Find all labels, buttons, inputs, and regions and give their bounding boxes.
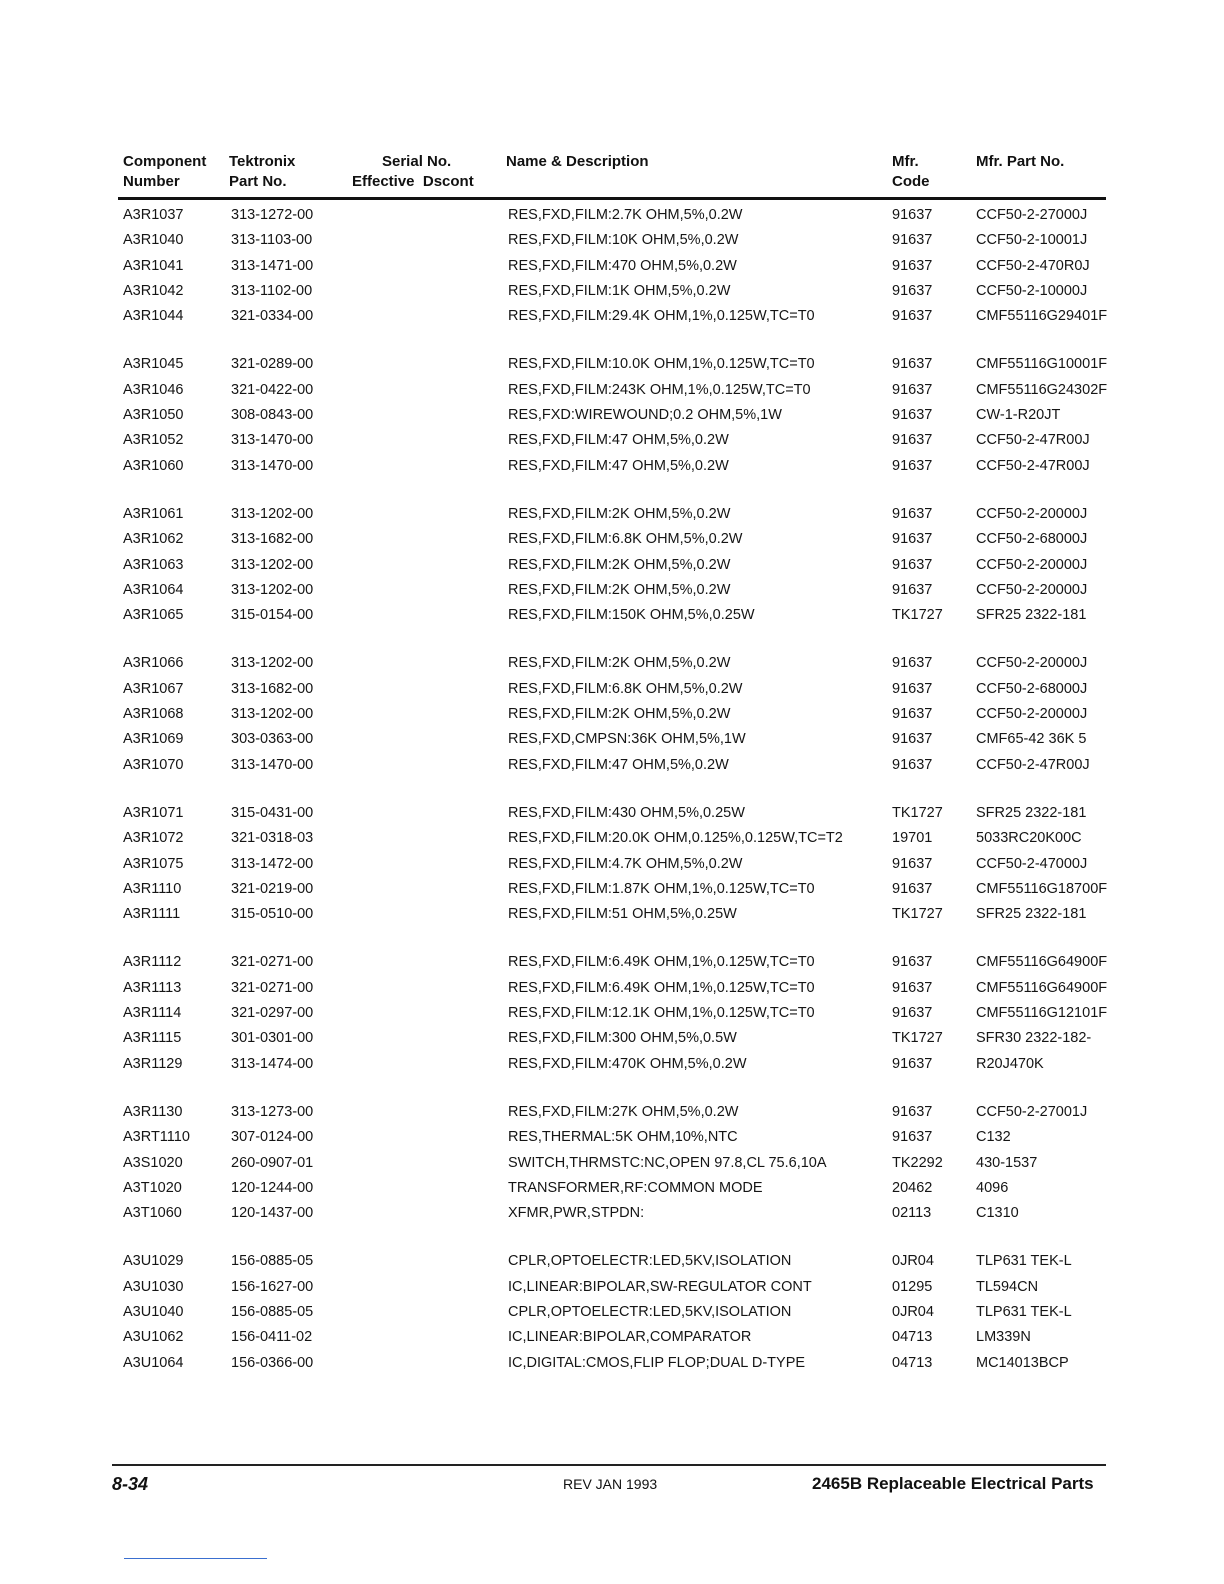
- component-number: A3R1115: [123, 1030, 182, 1047]
- name-description: XFMR,PWR,STPDN:: [508, 1205, 645, 1222]
- table-row: [118, 1249, 1108, 1274]
- mfr-code: 0JR04: [892, 1303, 934, 1320]
- tektronix-part-no: 313-1682-00: [231, 531, 314, 548]
- tektronix-part-no: 303-0363-00: [231, 731, 314, 748]
- revision-date: REV JAN 1993: [563, 1476, 658, 1492]
- mfr-part-no: CCF50-2-20000J: [976, 505, 1088, 522]
- name-description: CPLR,OPTOELECTR:LED,5KV,ISOLATION: [508, 1253, 792, 1270]
- component-number: A3R1110: [123, 880, 182, 897]
- mfr-part-no: SFR30 2322-182-: [976, 1030, 1092, 1047]
- name-description: CPLR,OPTOELECTR:LED,5KV,ISOLATION: [508, 1303, 792, 1320]
- table-row: [118, 454, 1108, 479]
- name-description: RES,FXD,CMPSN:36K OHM,5%,1W: [508, 731, 746, 748]
- header-serial-line2: Effective Dscont: [352, 173, 474, 190]
- name-description: RES,FXD,FILM:4.7K OHM,5%,0.2W: [508, 855, 743, 872]
- component-number: A3R1067: [123, 680, 184, 697]
- table-row: [118, 553, 1108, 578]
- table-row: [118, 1026, 1108, 1051]
- name-description: RES,FXD,FILM:2K OHM,5%,0.2W: [508, 556, 731, 573]
- mfr-part-no: CCF50-2-10001J: [976, 232, 1088, 249]
- component-number: A3R1037: [123, 207, 184, 223]
- table-row: [118, 1275, 1108, 1300]
- mfr-part-no: CMF55116G24302F: [976, 381, 1108, 398]
- tektronix-part-no: 313-1471-00: [231, 257, 314, 274]
- table-row: [118, 1201, 1108, 1226]
- component-number: A3U1062: [123, 1329, 184, 1346]
- table-row: [118, 403, 1108, 428]
- tektronix-part-no: 156-0885-05: [231, 1303, 314, 1320]
- parts-group: [118, 502, 1108, 628]
- mfr-code: 91637: [892, 505, 933, 522]
- mfr-part-no: CCF50-2-47R00J: [976, 457, 1090, 474]
- table-row: [118, 902, 1108, 927]
- mfr-code: 91637: [892, 1129, 933, 1146]
- mfr-part-no: SFR25 2322-181: [976, 804, 1087, 821]
- mfr-part-no: CCF50-2-10000J: [976, 282, 1088, 299]
- component-number: A3R1129: [123, 1055, 183, 1072]
- mfr-code: 91637: [892, 756, 933, 773]
- component-number: A3R1045: [123, 356, 184, 373]
- mfr-part-no: CCF50-2-20000J: [976, 655, 1088, 672]
- scan-artifact-line: [124, 1558, 267, 1559]
- parts-group: [118, 352, 1108, 478]
- name-description: RES,FXD,FILM:51 OHM,5%,0.25W: [508, 906, 737, 923]
- name-description: RES,FXD,FILM:430 OHM,5%,0.25W: [508, 804, 745, 821]
- tektronix-part-no: 321-0219-00: [231, 880, 314, 897]
- mfr-part-no: C1310: [976, 1205, 1019, 1222]
- mfr-code: 91637: [892, 954, 933, 971]
- table-row: [118, 1001, 1108, 1026]
- mfr-part-no: SFR25 2322-181: [976, 906, 1087, 923]
- mfr-code: 0JR04: [892, 1253, 934, 1270]
- component-number: A3R1060: [123, 457, 184, 474]
- name-description: RES,FXD,FILM:6.49K OHM,1%,0.125W,TC=T0: [508, 979, 815, 996]
- name-description: RES,FXD,FILM:6.8K OHM,5%,0.2W: [508, 531, 743, 548]
- mfr-part-no: CCF50-2-470R0J: [976, 257, 1090, 274]
- mfr-part-no: CMF55116G10001F: [976, 356, 1108, 373]
- tektronix-part-no: 120-1437-00: [231, 1205, 314, 1222]
- name-description: RES,FXD,FILM:470 OHM,5%,0.2W: [508, 257, 737, 274]
- mfr-code: 91637: [892, 1055, 933, 1072]
- table-row: [118, 1325, 1108, 1350]
- component-number: A3R1113: [123, 979, 182, 996]
- tektronix-part-no: 313-1472-00: [231, 855, 314, 872]
- table-row: [118, 228, 1108, 253]
- header-name-description: [506, 152, 649, 172]
- mfr-code: 01295: [892, 1278, 933, 1295]
- name-description: RES,FXD,FILM:20.0K OHM,0.125%,0.125W,TC=T2: [508, 830, 843, 847]
- component-number: A3R1130: [123, 1103, 183, 1120]
- table-row: [118, 1125, 1108, 1150]
- component-number: A3R1070: [123, 756, 184, 773]
- table-row: [118, 502, 1108, 527]
- table-row: [118, 801, 1108, 826]
- mfr-part-no: CCF50-2-68000J: [976, 680, 1088, 697]
- component-number: A3R1114: [123, 1005, 182, 1022]
- name-description: IC,DIGITAL:CMOS,FLIP FLOP;DUAL D-TYPE: [508, 1354, 806, 1371]
- component-number: A3U1029: [123, 1253, 184, 1270]
- tektronix-part-no: 313-1273-00: [231, 1103, 314, 1120]
- mfr-code: 91637: [892, 655, 933, 672]
- mfr-code: 91637: [892, 232, 933, 249]
- mfr-code: 91637: [892, 581, 933, 598]
- header-mfr-line2: Code: [892, 173, 930, 190]
- mfr-part-no: CMF55116G64900F: [976, 954, 1108, 971]
- mfr-code: 91637: [892, 680, 933, 697]
- name-description: RES,FXD,FILM:10K OHM,5%,0.2W: [508, 232, 739, 249]
- component-number: A3R1068: [123, 706, 184, 723]
- page-number: 8-34: [112, 1474, 149, 1494]
- component-number: A3R1072: [123, 830, 184, 847]
- mfr-code: 20462: [892, 1179, 933, 1196]
- table-row: [118, 1176, 1108, 1201]
- tektronix-part-no: 313-1474-00: [231, 1055, 314, 1072]
- tektronix-part-no: 313-1102-00: [231, 282, 313, 299]
- name-description: RES,FXD,FILM:12.1K OHM,1%,0.125W,TC=T0: [508, 1005, 815, 1022]
- name-description: RES,FXD,FILM:2K OHM,5%,0.2W: [508, 706, 731, 723]
- tektronix-part-no: 313-1202-00: [231, 655, 314, 672]
- component-number: A3R1061: [123, 505, 184, 522]
- table-row: [118, 702, 1108, 727]
- mfr-code: 91637: [892, 432, 933, 449]
- table-row: [118, 304, 1108, 329]
- tektronix-part-no: 260-0907-01: [231, 1154, 314, 1171]
- header-serial-no: [352, 152, 474, 192]
- tektronix-part-no: 321-0334-00: [231, 308, 314, 325]
- name-description: RES,FXD,FILM:29.4K OHM,1%,0.125W,TC=T0: [508, 308, 815, 325]
- tektronix-part-no: 156-0885-05: [231, 1253, 314, 1270]
- mfr-code: 91637: [892, 531, 933, 548]
- name-description: RES,FXD,FILM:47 OHM,5%,0.2W: [508, 756, 729, 773]
- mfr-code: 04713: [892, 1354, 933, 1371]
- name-description: RES,FXD,FILM:6.8K OHM,5%,0.2W: [508, 680, 743, 697]
- tektronix-part-no: 321-0289-00: [231, 356, 314, 373]
- tektronix-part-no: 313-1202-00: [231, 505, 314, 522]
- mfr-part-no: CCF50-2-27001J: [976, 1103, 1088, 1120]
- mfr-part-no: R20J470K: [976, 1055, 1044, 1072]
- mfr-part-no: C132: [976, 1129, 1011, 1146]
- header-serial-line1: Serial No.: [382, 153, 452, 170]
- parts-table: [118, 203, 1108, 1399]
- mfr-code: 02113: [892, 1205, 932, 1222]
- table-row: [118, 378, 1108, 403]
- header-mfr-line1: Mfr.: [892, 153, 919, 170]
- mfr-code: 91637: [892, 556, 933, 573]
- tektronix-part-no: 313-1470-00: [231, 432, 314, 449]
- tektronix-part-no: 307-0124-00: [231, 1129, 314, 1146]
- parts-group: [118, 1100, 1108, 1226]
- tektronix-part-no: 313-1272-00: [231, 207, 314, 223]
- mfr-part-no: CMF55116G29401F: [976, 308, 1108, 325]
- table-row: [118, 352, 1108, 377]
- table-row: [118, 1100, 1108, 1125]
- table-row: [118, 677, 1108, 702]
- header-tektronix-line2: Part No.: [229, 173, 287, 190]
- name-description: SWITCH,THRMSTC:NC,OPEN 97.8,CL 75.6,10A: [508, 1154, 827, 1171]
- mfr-part-no: MC14013BCP: [976, 1354, 1069, 1371]
- tektronix-part-no: 315-0431-00: [231, 804, 314, 821]
- mfr-code: 91637: [892, 1103, 933, 1120]
- name-description: RES,FXD,FILM:2K OHM,5%,0.2W: [508, 655, 731, 672]
- table-row: [118, 428, 1108, 453]
- name-description: RES,FXD,FILM:47 OHM,5%,0.2W: [508, 457, 729, 474]
- header-mfr-code: [892, 152, 930, 192]
- name-description: RES,FXD,FILM:2.7K OHM,5%,0.2W: [508, 207, 743, 223]
- mfr-part-no: CW-1-R20JT: [976, 407, 1061, 424]
- name-description: RES,FXD,FILM:300 OHM,5%,0.5W: [508, 1030, 737, 1047]
- name-description: RES,FXD,FILM:27K OHM,5%,0.2W: [508, 1103, 739, 1120]
- mfr-code: 91637: [892, 731, 933, 748]
- name-description: RES,FXD,FILM:10.0K OHM,1%,0.125W,TC=T0: [508, 356, 815, 373]
- component-number: A3T1060: [123, 1205, 182, 1222]
- table-row: [118, 1300, 1108, 1325]
- name-description: RES,FXD,FILM:6.49K OHM,1%,0.125W,TC=T0: [508, 954, 815, 971]
- table-row: [118, 1151, 1108, 1176]
- table-row: [118, 727, 1108, 752]
- mfr-part-no: CCF50-2-20000J: [976, 556, 1088, 573]
- mfr-part-no: TL594CN: [976, 1278, 1039, 1295]
- component-number: A3R1042: [123, 282, 184, 299]
- mfr-code: 19701: [892, 830, 933, 847]
- footer-divider: [112, 1464, 1106, 1466]
- mfr-code: 91637: [892, 407, 933, 424]
- parts-group: [118, 651, 1108, 777]
- mfr-part-no: CCF50-2-68000J: [976, 531, 1088, 548]
- name-description: RES,THERMAL:5K OHM,10%,NTC: [508, 1129, 738, 1146]
- tektronix-part-no: 313-1202-00: [231, 706, 314, 723]
- component-number: A3R1075: [123, 855, 184, 872]
- component-number: A3R1071: [123, 804, 184, 821]
- component-number: A3R1050: [123, 407, 184, 424]
- table-row: [118, 852, 1108, 877]
- mfr-part-no: CCF50-2-47000J: [976, 855, 1088, 872]
- mfr-part-no: CCF50-2-27000J: [976, 207, 1088, 223]
- mfr-code: 91637: [892, 1005, 933, 1022]
- component-number: A3S1020: [123, 1154, 183, 1171]
- mfr-part-no: CMF65-42 36K 5: [976, 731, 1087, 748]
- table-row: [118, 254, 1108, 279]
- name-description: RES,FXD,FILM:1K OHM,5%,0.2W: [508, 282, 731, 299]
- tektronix-part-no: 321-0271-00: [231, 979, 314, 996]
- table-row: [118, 950, 1108, 975]
- table-row: [118, 877, 1108, 902]
- mfr-part-no: CMF55116G64900F: [976, 979, 1108, 996]
- name-description: RES,FXD,FILM:470K OHM,5%,0.2W: [508, 1055, 747, 1072]
- mfr-code: 04713: [892, 1329, 933, 1346]
- mfr-code: TK1727: [892, 607, 943, 624]
- mfr-code: TK2292: [892, 1154, 943, 1171]
- component-number: A3R1062: [123, 531, 184, 548]
- parts-group: [118, 950, 1108, 1076]
- mfr-part-no: CCF50-2-47R00J: [976, 756, 1090, 773]
- parts-group: [118, 203, 1108, 329]
- name-description: RES,FXD:WIREWOUND;0.2 OHM,5%,1W: [508, 407, 782, 424]
- header-component-line2: Number: [123, 173, 180, 190]
- component-number: A3R1063: [123, 556, 184, 573]
- table-row: [118, 651, 1108, 676]
- mfr-code: 91637: [892, 979, 933, 996]
- component-number: A3R1046: [123, 381, 184, 398]
- component-number: A3U1064: [123, 1354, 184, 1371]
- name-description: RES,FXD,FILM:2K OHM,5%,0.2W: [508, 581, 731, 598]
- tektronix-part-no: 313-1202-00: [231, 581, 314, 598]
- mfr-part-no: 4096: [976, 1179, 1009, 1196]
- table-row: [118, 826, 1108, 851]
- component-number: A3U1030: [123, 1278, 184, 1295]
- table-row: [118, 203, 1108, 228]
- name-description: RES,FXD,FILM:1.87K OHM,1%,0.125W,TC=T0: [508, 880, 815, 897]
- mfr-code: 91637: [892, 308, 933, 325]
- tektronix-part-no: 321-0422-00: [231, 381, 314, 398]
- table-row: [118, 603, 1108, 628]
- mfr-part-no: TLP631 TEK-L: [976, 1303, 1072, 1320]
- table-row: [118, 279, 1108, 304]
- mfr-part-no: CCF50-2-20000J: [976, 706, 1088, 723]
- component-number: A3R1052: [123, 432, 184, 449]
- tektronix-part-no: 321-0297-00: [231, 1005, 314, 1022]
- tektronix-part-no: 315-0510-00: [231, 906, 314, 923]
- tektronix-part-no: 308-0843-00: [231, 407, 314, 424]
- component-number: A3R1041: [123, 257, 184, 274]
- tektronix-part-no: 321-0318-03: [231, 830, 314, 847]
- parts-group: [118, 1249, 1108, 1375]
- mfr-code: 91637: [892, 706, 933, 723]
- mfr-part-no: SFR25 2322-181: [976, 607, 1087, 624]
- name-description: RES,FXD,FILM:150K OHM,5%,0.25W: [508, 607, 755, 624]
- header-name-line1: Name & Description: [506, 153, 649, 170]
- mfr-code: 91637: [892, 257, 933, 274]
- component-number: A3U1040: [123, 1303, 184, 1320]
- document-title: 2465B Replaceable Electrical Parts: [812, 1474, 1094, 1493]
- table-row: [118, 527, 1108, 552]
- tektronix-part-no: 313-1103-00: [231, 232, 313, 249]
- tektronix-part-no: 156-0411-02: [231, 1329, 313, 1346]
- mfr-code: TK1727: [892, 804, 943, 821]
- mfr-code: 91637: [892, 356, 933, 373]
- tektronix-part-no: 156-0366-00: [231, 1354, 314, 1371]
- mfr-part-no: 430-1537: [976, 1154, 1038, 1171]
- component-number: A3R1044: [123, 308, 184, 325]
- component-number: A3R1069: [123, 731, 184, 748]
- tektronix-part-no: 313-1202-00: [231, 556, 314, 573]
- name-description: TRANSFORMER,RF:COMMON MODE: [508, 1179, 763, 1196]
- table-row: [118, 976, 1108, 1001]
- component-number: A3R1064: [123, 581, 184, 598]
- mfr-code: 91637: [892, 457, 933, 474]
- component-number: A3R1112: [123, 954, 182, 971]
- parts-group: [118, 801, 1108, 927]
- tektronix-part-no: 120-1244-00: [231, 1179, 314, 1196]
- tektronix-part-no: 156-1627-00: [231, 1278, 314, 1295]
- mfr-code: 91637: [892, 207, 933, 223]
- component-number: A3R1065: [123, 607, 184, 624]
- tektronix-part-no: 315-0154-00: [231, 607, 314, 624]
- mfr-part-no: CMF55116G12101F: [976, 1005, 1108, 1022]
- header-divider: [118, 197, 1106, 200]
- mfr-code: 91637: [892, 880, 933, 897]
- mfr-part-no: CCF50-2-20000J: [976, 581, 1088, 598]
- table-row: [118, 1052, 1108, 1077]
- mfr-part-no: CCF50-2-47R00J: [976, 432, 1090, 449]
- mfr-part-no: CMF55116G18700F: [976, 880, 1108, 897]
- mfr-code: TK1727: [892, 906, 943, 923]
- name-description: IC,LINEAR:BIPOLAR,COMPARATOR: [508, 1329, 752, 1346]
- table-row: [118, 578, 1108, 603]
- mfr-part-no: 5033RC20K00C: [976, 830, 1082, 847]
- header-mfr-part-no: [976, 152, 1064, 172]
- table-row: [118, 753, 1108, 778]
- tektronix-part-no: 313-1682-00: [231, 680, 314, 697]
- name-description: RES,FXD,FILM:243K OHM,1%,0.125W,TC=T0: [508, 381, 811, 398]
- header-component-number: [123, 152, 206, 192]
- name-description: RES,FXD,FILM:2K OHM,5%,0.2W: [508, 505, 731, 522]
- header-mfrpn-line1: Mfr. Part No.: [976, 153, 1065, 170]
- tektronix-part-no: 321-0271-00: [231, 954, 314, 971]
- component-number: A3RT1110: [123, 1129, 190, 1146]
- component-number: A3R1040: [123, 232, 184, 249]
- component-number: A3T1020: [123, 1179, 182, 1196]
- mfr-code: 91637: [892, 282, 933, 299]
- tektronix-part-no: 313-1470-00: [231, 756, 314, 773]
- tektronix-part-no: 313-1470-00: [231, 457, 314, 474]
- mfr-code: 91637: [892, 381, 933, 398]
- component-number: A3R1111: [123, 906, 181, 923]
- mfr-code: TK1727: [892, 1030, 943, 1047]
- mfr-part-no: TLP631 TEK-L: [976, 1253, 1072, 1270]
- tektronix-part-no: 301-0301-00: [231, 1030, 314, 1047]
- header-tektronix-part: [229, 152, 295, 192]
- component-number: A3R1066: [123, 655, 184, 672]
- mfr-part-no: LM339N: [976, 1329, 1031, 1346]
- header-component-line1: Component: [123, 153, 207, 170]
- name-description: IC,LINEAR:BIPOLAR,SW-REGULATOR CONT: [508, 1278, 812, 1295]
- table-row: [118, 1351, 1108, 1376]
- name-description: RES,FXD,FILM:47 OHM,5%,0.2W: [508, 432, 729, 449]
- mfr-code: 91637: [892, 855, 933, 872]
- header-tektronix-line1: Tektronix: [229, 153, 296, 170]
